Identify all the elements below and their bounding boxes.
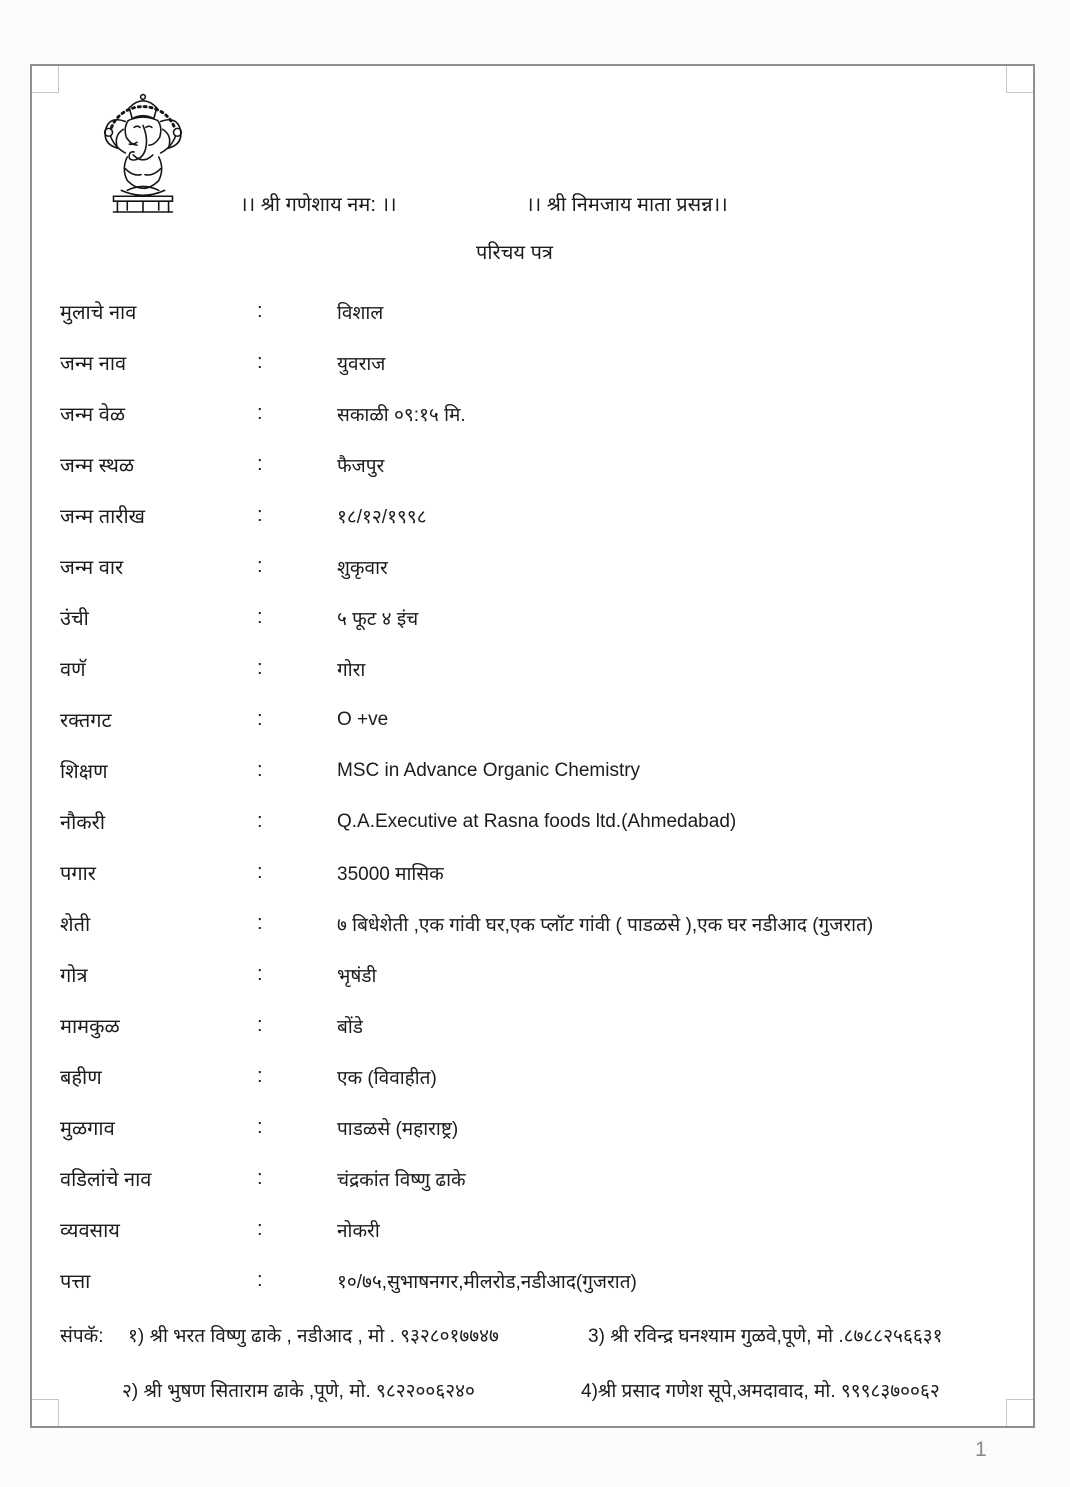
row-label: जन्म वार [60, 557, 124, 579]
row-value: फैजपुर [337, 455, 385, 477]
row-value: ७ बिधेशेती ,एक गांवी घर,एक प्लॉट गांवी ( पाडळसे ),एक घर नडीआद (गुजरात) [337, 914, 874, 936]
biodata-row [32, 541, 1033, 592]
row-label: वडिलांचे नाव [60, 1169, 152, 1191]
contact-item-1: १) श्री भरत विष्णु ढाके , नडीआद , मो . ९३२८०१७७४७ [128, 1326, 499, 1347]
row-separator: : [257, 453, 263, 475]
row-value: O +ve [337, 708, 389, 730]
margin-corner-mark-top-left [32, 66, 59, 93]
biodata-rows [32, 286, 1033, 1306]
biodata-row [32, 643, 1033, 694]
row-value: विशाल [337, 302, 384, 324]
row-separator: : [257, 555, 263, 577]
biodata-row [32, 1204, 1033, 1255]
row-label: जन्म तारीख [60, 506, 146, 528]
row-label: पगार [60, 863, 96, 885]
row-separator: : [257, 708, 263, 730]
row-value: MSC in Advance Organic Chemistry [337, 759, 641, 781]
row-label: जन्म नाव [60, 353, 127, 375]
row-value: Q.A.Executive at Rasna foods ltd.(Ahmedabad) [337, 810, 737, 832]
biodata-row [32, 1051, 1033, 1102]
biodata-row [32, 337, 1033, 388]
biodata-row [32, 1153, 1033, 1204]
row-value: ५ फूट ४ इंच [337, 608, 419, 630]
row-value: गोरा [337, 659, 366, 681]
row-separator: : [257, 606, 263, 628]
invocation-mata: ।। श्री निमजाय माता प्रसन्न।। [526, 194, 728, 216]
row-separator: : [257, 504, 263, 526]
biodata-row [32, 388, 1033, 439]
biodata-row [32, 898, 1033, 949]
row-value: बोंडे [337, 1016, 363, 1038]
contacts-label: संपकॅ: [60, 1326, 104, 1347]
row-separator: : [257, 1116, 263, 1138]
row-separator: : [257, 1014, 263, 1036]
row-separator: : [257, 1218, 263, 1240]
row-value: पाडळसे (महाराष्ट्र) [337, 1118, 459, 1140]
row-label: उंची [60, 608, 89, 630]
biodata-row [32, 490, 1033, 541]
row-value: सकाळी ०९:१५ मि. [337, 404, 466, 426]
row-value: एक (विवाहीत) [337, 1067, 437, 1089]
biodata-row [32, 745, 1033, 796]
row-label: व्यवसाय [60, 1220, 120, 1242]
row-value: १८/१२/१९९८ [337, 506, 427, 528]
contact-line-1 [32, 1318, 1033, 1373]
margin-corner-mark-top-right [1006, 66, 1033, 93]
row-separator: : [257, 759, 263, 781]
ganesha-image [84, 86, 202, 218]
row-value: १०/७५,सुभाषनगर,मीलरोड,नडीआद(गुजरात) [337, 1271, 637, 1293]
biodata-row [32, 796, 1033, 847]
contact-item-4: 4)श्री प्रसाद गणेश सूपे,अमदावाद, मो. ९९९८३७००६२ [581, 1381, 940, 1402]
row-label: मुलाचे नाव [60, 302, 137, 324]
row-value: नोकरी [337, 1220, 380, 1242]
row-value: 35000 मासिक [337, 863, 444, 885]
row-label: शिक्षण [60, 761, 108, 783]
row-separator: : [257, 963, 263, 985]
row-separator: : [257, 912, 263, 934]
invocation-ganesh: ।। श्री गणेशाय नम: ।। [240, 194, 397, 216]
row-separator: : [257, 861, 263, 883]
row-value: शुकृवार [337, 557, 388, 579]
biodata-row [32, 1255, 1033, 1306]
row-label: नौकरी [60, 812, 105, 834]
contact-item-2: २) श्री भुषण सिताराम ढाके ,पूणे, मो. ९८२२००६२४० [122, 1381, 475, 1402]
biodata-row [32, 694, 1033, 745]
row-label: शेती [60, 914, 91, 936]
contacts-section [32, 1318, 1033, 1428]
biodata-row [32, 286, 1033, 337]
document-page [30, 64, 1035, 1428]
biodata-row [32, 439, 1033, 490]
row-label: पत्ता [60, 1271, 91, 1293]
row-separator: : [257, 1269, 263, 1291]
contact-item-3: 3) श्री रविन्द्र घनश्याम गुळवे,पूणे, मो .८७८८२५६६३१ [588, 1326, 943, 1347]
page-title: परिचय पत्र [476, 242, 553, 264]
biodata-row [32, 592, 1033, 643]
row-separator: : [257, 657, 263, 679]
row-label: वणॅ [60, 659, 86, 681]
row-separator: : [257, 1167, 263, 1189]
contact-line-2 [32, 1373, 1033, 1428]
row-separator: : [257, 402, 263, 424]
biodata-row [32, 847, 1033, 898]
biodata-row [32, 1000, 1033, 1051]
row-label: रक्तगट [60, 710, 112, 732]
row-label: मुळगाव [60, 1118, 115, 1140]
row-value: चंद्रकांत विष्णु ढाके [337, 1169, 466, 1191]
biodata-row [32, 949, 1033, 1000]
row-label: बहीण [60, 1067, 102, 1089]
row-label: मामकुळ [60, 1016, 120, 1038]
row-separator: : [257, 351, 263, 373]
row-separator: : [257, 1065, 263, 1087]
row-separator: : [257, 300, 263, 322]
row-label: जन्म स्थळ [60, 455, 135, 477]
row-label: जन्म वेळ [60, 404, 126, 426]
row-value: भृषंडी [337, 965, 377, 987]
page-number: 1 [975, 1438, 987, 1461]
row-label: गोत्र [60, 965, 88, 987]
row-value: युवराज [337, 353, 386, 375]
row-separator: : [257, 810, 263, 832]
biodata-row [32, 1102, 1033, 1153]
